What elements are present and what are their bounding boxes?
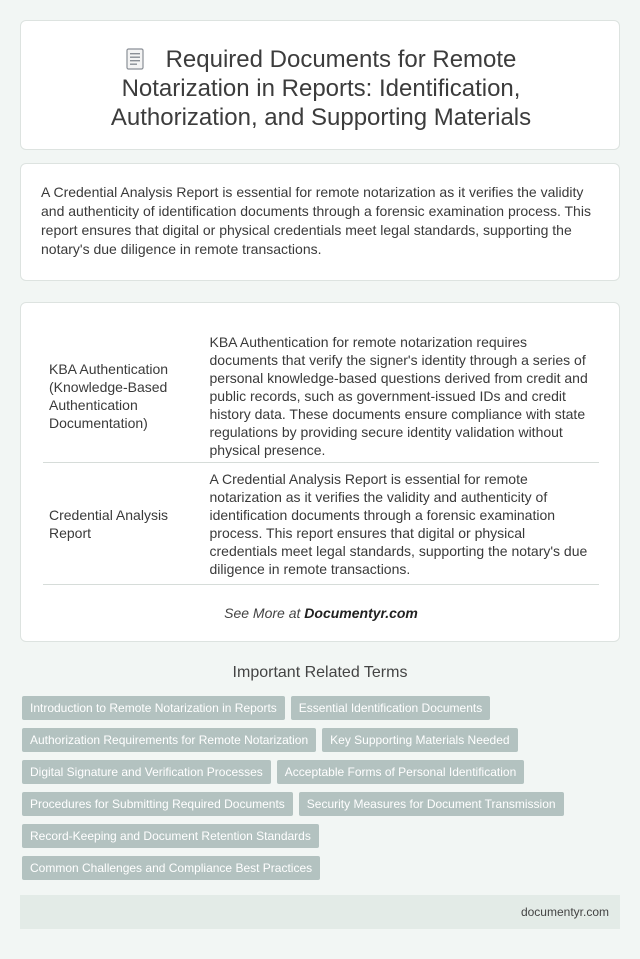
related-terms-list — [22, 696, 622, 888]
description-cell: A Credential Analysis Report is essential for remote notarization as it verifies the validity and authenticity of identification documents through a forensic examination process. This report ensures that digital or physical credentials meet legal standards, supporting the notary's due diligence in remote transactions. — [203, 463, 599, 585]
table-row — [43, 330, 599, 463]
term-cell: KBA Authentication (Knowledge-Based Authentication Documentation) — [43, 330, 203, 463]
related-term-tag[interactable]: Security Measures for Document Transmission — [299, 792, 564, 816]
related-term-tag[interactable]: Procedures for Submitting Required Documents — [22, 792, 293, 816]
term-cell: Credential Analysis Report — [43, 463, 203, 585]
see-more-prefix: See More at — [224, 605, 305, 621]
description-cell: KBA Authentication for remote notarization requires documents that verify the signer's identity through a series of personal knowledge-based questions derived from credit and public records, such as government-issued IDs and credit history data. These documents ensure compliance with state regulations by providing secure identity validation without physical presence. — [203, 330, 599, 463]
page-title: Required Documents for Remote Notarization in Reports: Identification, Authorization, and Supporting Materials — [110, 46, 532, 131]
related-term-tag[interactable]: Common Challenges and Compliance Best Practices — [22, 856, 320, 880]
see-more-link[interactable] — [21, 605, 621, 621]
related-term-tag[interactable]: Record-Keeping and Document Retention Standards — [22, 824, 319, 848]
related-term-tag[interactable]: Essential Identification Documents — [291, 696, 490, 720]
intro-card — [20, 163, 620, 281]
document-icon — [126, 48, 144, 70]
title-card — [20, 20, 620, 150]
table-row — [43, 463, 599, 585]
related-terms-heading: Important Related Terms — [232, 664, 408, 681]
footer — [20, 895, 620, 929]
definitions-card — [20, 302, 620, 642]
page-title-block — [21, 45, 621, 132]
related-term-tag[interactable]: Authorization Requirements for Remote Notarization — [22, 728, 316, 752]
related-term-tag[interactable]: Introduction to Remote Notarization in Reports — [22, 696, 285, 720]
related-term-tag[interactable]: Digital Signature and Verification Processes — [22, 760, 271, 784]
see-more-site[interactable]: Documentyr.com — [304, 605, 418, 621]
related-term-tag[interactable]: Acceptable Forms of Personal Identification — [277, 760, 524, 784]
footer-site-link[interactable]: documentyr.com — [520, 905, 609, 919]
definitions-table — [43, 330, 599, 585]
intro-paragraph: A Credential Analysis Report is essential for remote notarization as it verifies the validity and authenticity of identification documents through a forensic examination process. This report ensures that digital or physical credentials meet legal standards, supporting the notary's due diligence in remote transactions. — [41, 184, 591, 257]
related-term-tag[interactable]: Key Supporting Materials Needed — [322, 728, 517, 752]
